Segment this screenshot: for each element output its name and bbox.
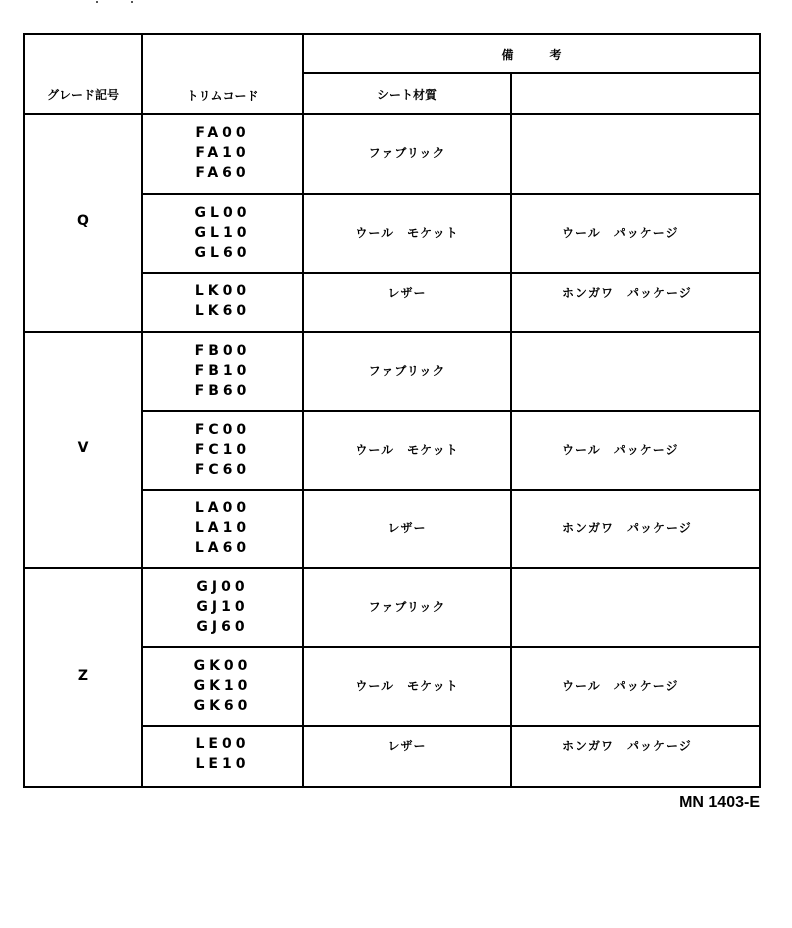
trim-code: LK60 — [194, 303, 251, 319]
grade-label: Q — [77, 213, 89, 229]
remark: ウール パッケージ — [562, 678, 679, 693]
table-rule — [302, 72, 761, 74]
trim-code: FA60 — [195, 165, 250, 181]
trim-code: FB60 — [194, 382, 251, 399]
table-rule — [141, 410, 761, 412]
remark: ウール パッケージ — [562, 442, 679, 457]
scan-speck — [131, 1, 133, 3]
trim-code: FA00 — [195, 125, 250, 141]
header-grade: グレード記号 — [46, 88, 119, 102]
header-trim-code: トリムコード — [186, 89, 259, 103]
header-seat-material: シート材質 — [376, 88, 437, 102]
seat-material: レザー — [387, 286, 427, 300]
seat-material: レザー — [387, 739, 427, 753]
trim-code: GJ00 — [196, 578, 249, 595]
seat-material: ウール モケット — [355, 678, 459, 693]
trim-code: GJ60 — [196, 618, 249, 635]
seat-material: ウール モケット — [355, 225, 459, 240]
grade-label: V — [77, 440, 89, 456]
table-rule — [141, 646, 761, 648]
trim-code: GL10 — [194, 224, 251, 241]
trim-code: GK10 — [193, 677, 252, 694]
table-rule — [23, 786, 761, 788]
trim-code: LK00 — [194, 283, 251, 299]
table-rule — [23, 567, 761, 569]
table-rule — [141, 725, 761, 727]
seat-material: レザー — [387, 521, 427, 535]
trim-code: GL00 — [194, 204, 251, 221]
scan-speck — [96, 1, 98, 3]
table-rule — [23, 331, 761, 333]
remark: ウール パッケージ — [562, 225, 679, 240]
grade-label: Z — [77, 667, 89, 684]
trim-code: FC60 — [194, 461, 251, 478]
trim-code: GK60 — [193, 697, 252, 714]
seat-material: ファブリック — [368, 599, 446, 614]
header-remarks: 備 考 — [501, 48, 562, 62]
trim-code: LA60 — [194, 540, 251, 556]
trim-code: GK00 — [193, 657, 252, 674]
table-rule — [141, 489, 761, 491]
trim-code: FA10 — [195, 145, 250, 161]
table-rule — [23, 33, 761, 35]
trim-code: GL60 — [194, 244, 251, 261]
remark: ホンガワ パッケージ — [562, 739, 692, 753]
remark: ホンガワ パッケージ — [562, 521, 692, 535]
table-rule — [141, 193, 761, 195]
table-rule — [23, 113, 761, 115]
document-id: MN 1403-E — [679, 794, 760, 811]
trim-code: GJ10 — [196, 598, 249, 615]
seat-material: ウール モケット — [355, 442, 459, 457]
remark: ホンガワ パッケージ — [562, 286, 692, 300]
seat-material: ファブリック — [368, 146, 446, 160]
trim-code: FB00 — [194, 342, 251, 359]
table-rule — [510, 72, 512, 788]
trim-code: LE00 — [195, 736, 250, 752]
trim-code: LA10 — [194, 520, 251, 536]
trim-code: LA00 — [194, 500, 251, 516]
trim-code: FC00 — [194, 421, 251, 438]
trim-code: FB10 — [194, 362, 251, 379]
seat-material: ファブリック — [368, 363, 446, 378]
trim-code: LE10 — [195, 756, 250, 772]
table-rule — [141, 272, 761, 274]
trim-code: FC10 — [194, 441, 251, 458]
